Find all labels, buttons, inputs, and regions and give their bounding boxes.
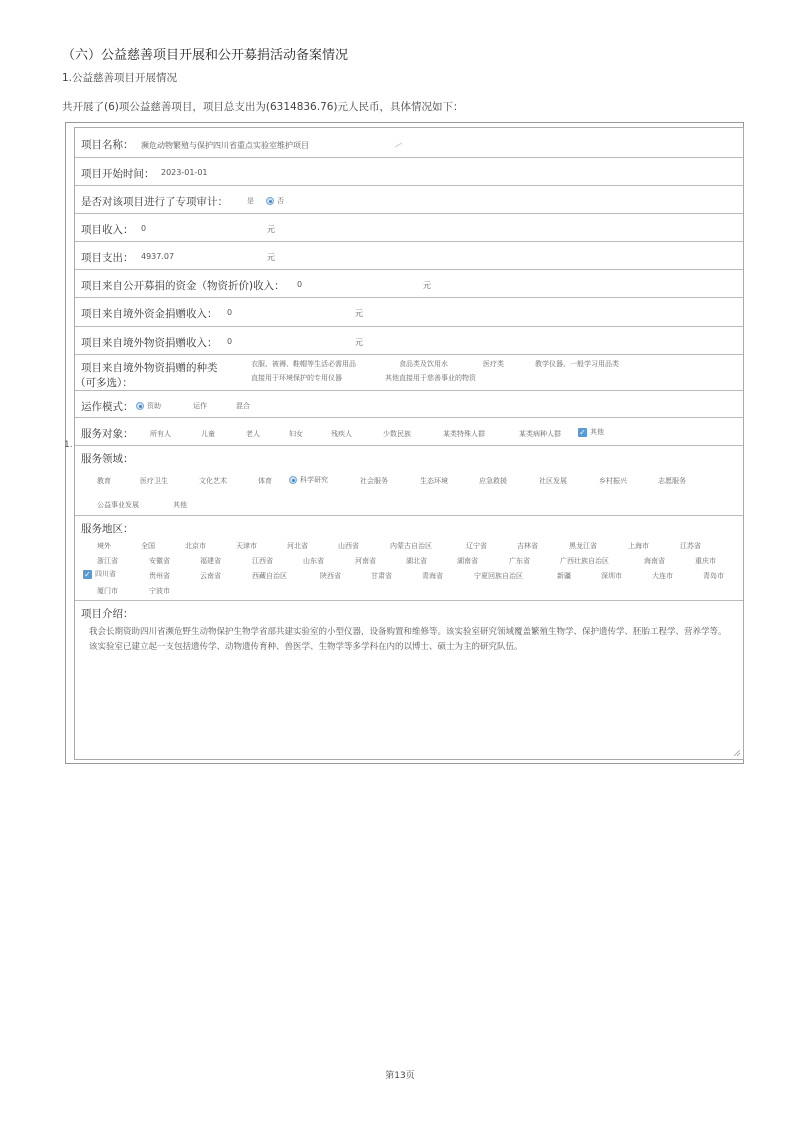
public-fund-value: 0: [297, 280, 303, 289]
region-label: 服务地区：: [81, 523, 134, 535]
region-hubei[interactable]: 湖北省: [406, 557, 427, 565]
region-beijing[interactable]: 北京市: [185, 542, 206, 550]
region-shanghai[interactable]: 上海市: [628, 542, 649, 550]
income-label: 项目收入：: [81, 224, 134, 236]
field-sports[interactable]: 体育: [258, 477, 272, 485]
goods-type-daily[interactable]: 衣服、被褥、鞋帽等生活必需用品: [251, 360, 356, 368]
radio-selected-icon: [289, 476, 297, 484]
region-qinghai[interactable]: 青海省: [422, 572, 443, 580]
field-ecology[interactable]: 生态环境: [420, 477, 448, 485]
checkbox-checked-icon: ✓: [84, 569, 91, 579]
region-qingdao[interactable]: 青岛市: [703, 572, 724, 580]
region-tibet[interactable]: 西藏自治区: [252, 572, 287, 580]
row-expense: [75, 242, 743, 270]
field-public-welfare[interactable]: 公益事业发展: [97, 501, 139, 509]
audit-option-no[interactable]: 否: [266, 196, 284, 206]
radio-selected-icon: [266, 197, 274, 205]
income-unit: 元: [267, 225, 275, 234]
region-guangdong[interactable]: 广东省: [509, 557, 530, 565]
region-chongqing[interactable]: 重庆市: [695, 557, 716, 565]
region-yunnan[interactable]: 云南省: [200, 572, 221, 580]
region-hainan[interactable]: 海南省: [644, 557, 665, 565]
foreign-fund-label: 项目来自境外资金捐赠收入：: [81, 308, 218, 320]
target-elderly[interactable]: 老人: [246, 430, 260, 438]
row-income: [75, 214, 743, 242]
target-disabled[interactable]: 残疾人: [331, 430, 352, 438]
region-gansu[interactable]: 甘肃省: [371, 572, 392, 580]
row-targets: [75, 418, 743, 446]
goods-type-environment[interactable]: 直接用于环境保护的专用仪器: [251, 374, 342, 382]
public-fund-unit: 元: [423, 281, 431, 290]
region-henan[interactable]: 河南省: [355, 557, 376, 565]
target-all[interactable]: 所有人: [150, 430, 171, 438]
mode-option-mixed[interactable]: 混合: [236, 402, 250, 410]
target-disease[interactable]: 某类病种人群: [519, 430, 561, 438]
region-guangxi[interactable]: 广西壮族自治区: [560, 557, 609, 565]
goods-type-food[interactable]: 食品类及饮用水: [399, 360, 448, 368]
target-children[interactable]: 儿童: [201, 430, 215, 438]
audit-label: 是否对该项目进行了专项审计：: [81, 196, 228, 208]
field-emergency[interactable]: 应急救援: [479, 477, 507, 485]
project-name-value: 濒危动物繁殖与保护四川省重点实验室维护项目: [141, 141, 309, 150]
mode-option-fund[interactable]: 资助: [136, 401, 161, 411]
region-fujian[interactable]: 福建省: [200, 557, 221, 565]
goods-type-label-multi: （可多选）：: [75, 377, 133, 389]
checkbox-checked-icon: ✓: [579, 427, 586, 437]
section-title: （六）公益慈善项目开展和公开募捐活动备案情况: [62, 48, 349, 63]
record-index: 1.: [64, 440, 73, 450]
page-number: 第13页: [385, 1071, 415, 1081]
public-fund-label: 项目来自公开募捐的资金（物资折价)收入：: [81, 280, 285, 292]
region-inner-mongolia[interactable]: 内蒙古自治区: [390, 542, 432, 550]
foreign-goods-unit: 元: [355, 338, 363, 347]
field-social-service[interactable]: 社会服务: [360, 477, 388, 485]
region-sichuan[interactable]: ✓ 四川省: [84, 569, 116, 579]
target-women[interactable]: 妇女: [289, 430, 303, 438]
region-jilin[interactable]: 吉林省: [517, 542, 538, 550]
expense-value: 4937.07: [141, 252, 175, 261]
region-ningxia[interactable]: 宁夏回族自治区: [474, 572, 523, 580]
region-hebei[interactable]: 河北省: [287, 542, 308, 550]
start-date-value: 2023-01-01: [161, 168, 208, 177]
target-special[interactable]: 某类特殊人群: [443, 430, 485, 438]
region-hunan[interactable]: 湖南省: [457, 557, 478, 565]
row-fields: [75, 446, 743, 516]
region-liaoning[interactable]: 辽宁省: [466, 542, 487, 550]
region-tianjin[interactable]: 天津市: [236, 542, 257, 550]
row-project-name: [75, 128, 743, 158]
region-ningbo[interactable]: 宁波市: [149, 587, 170, 595]
subsection-title: 1.公益慈善项目开展情况: [62, 72, 178, 84]
intro-text: 我会长期资助四川省濒危野生动物保护生物学省部共建实验室的小型仪器，设备购置和维修等。该实验室研究领域覆盖繁殖生物学、保护遗传学、胚胎工程学、营养学等。该实验室已建立起一支包括遗传学、动物遗传育种、兽医学、生物学等多学科在内的以博士、硕士为主的研究队伍。: [89, 627, 727, 652]
intro-label: 项目介绍：: [81, 608, 134, 620]
expense-unit: 元: [267, 253, 275, 262]
region-shaanxi[interactable]: 陕西省: [320, 572, 341, 580]
foreign-goods-label: 项目来自境外物资捐赠收入：: [81, 337, 218, 349]
row-regions: [75, 516, 743, 601]
project-name-label: 项目名称：: [81, 139, 134, 151]
field-label: 服务领域：: [81, 453, 134, 465]
region-xiamen[interactable]: 厦门市: [97, 587, 118, 595]
region-nationwide[interactable]: 全国: [141, 542, 155, 550]
row-audit: [75, 186, 743, 214]
row-goods-types: [75, 355, 743, 391]
field-education[interactable]: 教育: [97, 477, 111, 485]
resize-handle-icon[interactable]: [733, 749, 741, 757]
region-shanxi[interactable]: 山西省: [338, 542, 359, 550]
region-guizhou[interactable]: 贵州省: [149, 572, 170, 580]
expense-label: 项目支出：: [81, 252, 134, 264]
goods-type-medical[interactable]: 医疗类: [483, 360, 504, 368]
row-intro: [75, 601, 743, 759]
income-value: 0: [141, 224, 147, 233]
radio-selected-icon: [136, 402, 144, 410]
region-overseas[interactable]: 境外: [97, 542, 111, 550]
field-rural[interactable]: 乡村振兴: [599, 477, 627, 485]
field-volunteer[interactable]: 志愿服务: [658, 477, 686, 485]
row-mode: [75, 391, 743, 418]
target-other[interactable]: ✓ 其他: [579, 427, 604, 437]
target-label: 服务对象：: [81, 428, 134, 440]
foreign-fund-value: 0: [227, 308, 233, 317]
field-other[interactable]: 其他: [173, 501, 187, 509]
region-zhejiang[interactable]: 浙江省: [97, 557, 118, 565]
region-xinjiang[interactable]: 新疆: [557, 572, 571, 580]
region-shandong[interactable]: 山东省: [303, 557, 324, 565]
row-foreign-goods: [75, 327, 743, 355]
goods-type-label: 项目来自境外物资捐赠的种类: [81, 362, 218, 374]
region-jiangxi[interactable]: 江西省: [252, 557, 273, 565]
region-jiangsu[interactable]: 江苏省: [680, 542, 701, 550]
target-minority[interactable]: 少数民族: [383, 430, 411, 438]
start-date-label: 项目开始时间：: [81, 168, 155, 180]
project-form: [74, 127, 744, 760]
row-foreign-fund: [75, 298, 743, 327]
goods-type-other[interactable]: 其他直接用于慈善事业的物资: [385, 374, 476, 382]
region-dalian[interactable]: 大连市: [652, 572, 673, 580]
region-shenzhen[interactable]: 深圳市: [601, 572, 622, 580]
goods-type-teaching[interactable]: 教学仪器、一般学习用品类: [535, 360, 619, 368]
audit-option-yes[interactable]: 是: [247, 197, 254, 205]
foreign-goods-value: 0: [227, 337, 233, 346]
foreign-fund-unit: 元: [355, 309, 363, 318]
field-culture[interactable]: 文化艺术: [199, 477, 227, 485]
mode-label: 运作模式：: [81, 401, 134, 413]
field-science[interactable]: 科学研究: [289, 475, 328, 485]
row-public-fund: [75, 270, 743, 298]
field-medical[interactable]: 医疗卫生: [140, 477, 168, 485]
region-heilongjiang[interactable]: 黑龙江省: [569, 542, 597, 550]
mode-option-operate[interactable]: 运作: [193, 402, 207, 410]
field-community[interactable]: 社区发展: [539, 477, 567, 485]
region-anhui[interactable]: 安徽省: [149, 557, 170, 565]
summary-text: 共开展了(6)项公益慈善项目，项目总支出为(6314836.76)元人民币，具体情况如下：: [62, 101, 464, 113]
row-start-date: [75, 158, 743, 186]
